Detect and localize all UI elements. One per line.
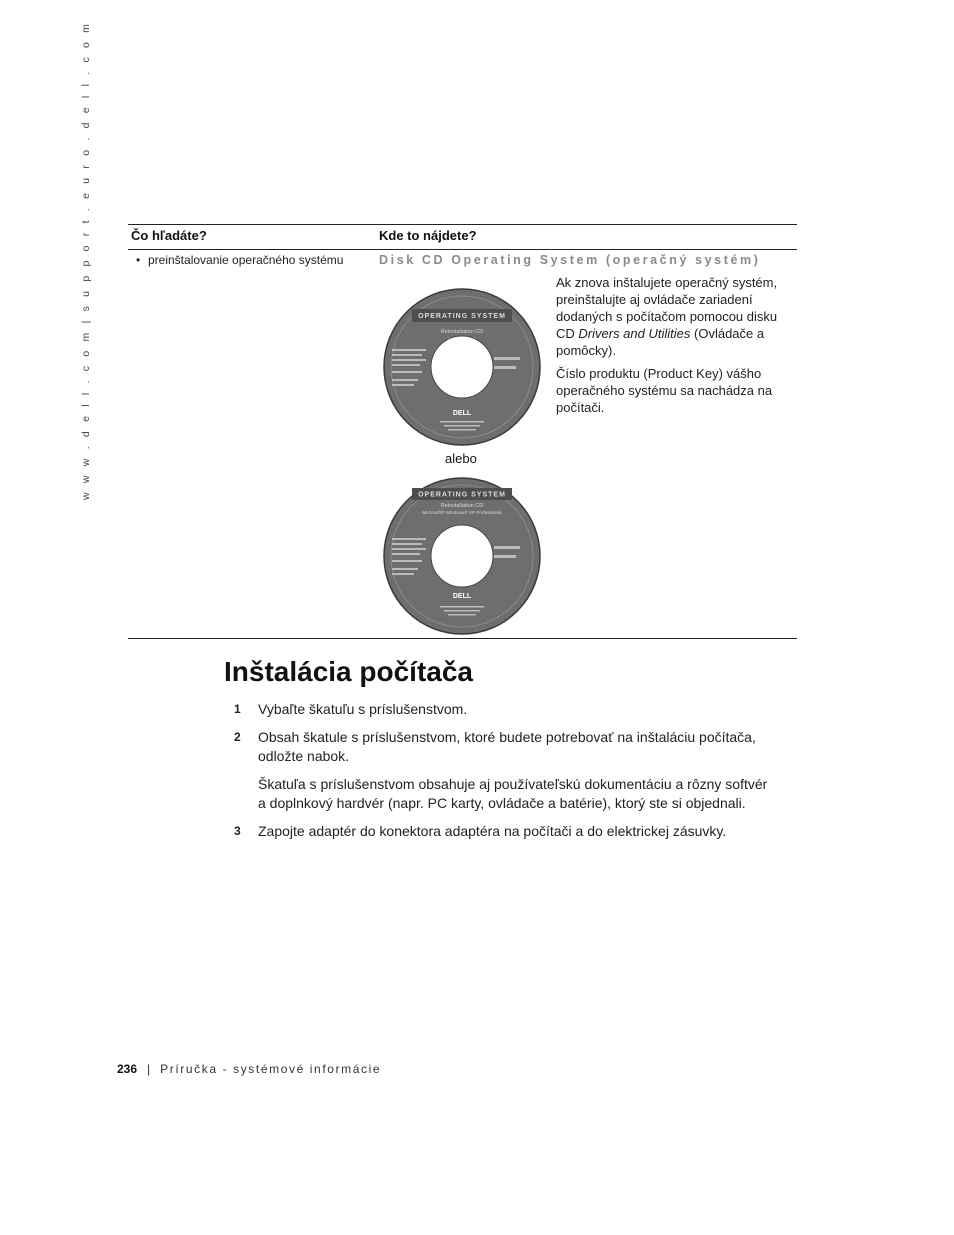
- disc2-banner: OPERATING SYSTEM: [418, 491, 506, 499]
- disc1-dell-logo: DELL: [452, 410, 472, 417]
- description-paragraph-2: Číslo produktu (Product Key) vášho operačného systému sa nachádza na počítači.: [556, 366, 773, 415]
- os-cd-image-1: [382, 287, 542, 447]
- table-row-item: [136, 253, 343, 267]
- disc1-banner: OPERATING SYSTEM: [418, 313, 506, 320]
- alebo-label: alebo: [445, 451, 477, 466]
- cd-title: Disk CD Operating System (operačný systém): [379, 253, 761, 267]
- disc1-line1: Reinstallation CD: [440, 329, 484, 335]
- footer-separator: |: [147, 1062, 151, 1076]
- disc2-line2: Microsoft® Windows® XP Professional: [422, 510, 502, 515]
- step-2-number: 2: [234, 730, 241, 744]
- disc2-dell-logo: DELL: [452, 593, 472, 600]
- footer-title: Príručka - systémové informácie: [160, 1062, 382, 1076]
- table-header-col1: Čo hľadáte?: [131, 228, 207, 243]
- description: [556, 274, 788, 416]
- step-3-text: Zapojte adaptér do konektora adaptéra na počítači a do elektrickej zásuvky.: [258, 823, 727, 839]
- section-title: Inštalácia počítača: [224, 656, 474, 687]
- description-paragraph-1: Ak znova inštalujete operačný systém, preinštalujte aj ovládače zariadení dodaných s počítačom pomocou disku CD Drivers and Utilities (Ovládače a pomôcky).: [556, 275, 778, 358]
- page-footer: [117, 1062, 381, 1076]
- disc2-line1: Reinstallation CD: [440, 503, 484, 509]
- bullet-icon: •: [136, 253, 141, 267]
- page-number: 236: [117, 1062, 138, 1076]
- table-header-rule: [128, 249, 797, 250]
- step-3: [232, 822, 777, 841]
- table-top-rule: [128, 224, 797, 225]
- step-1-number: 1: [234, 702, 241, 716]
- side-url: w w w . d e l l . c o m | s u p p o r t . e u r o . d e l l . c o m: [80, 20, 92, 500]
- step-2-text: Obsah škatule s príslušenstvom, ktoré budete potrebovať na inštaláciu počítača, odložte nabok.: [258, 729, 756, 764]
- step-1-text: Vybaľte škatuľu s príslušenstvom.: [258, 701, 468, 717]
- step-2-note: Škatuľa s príslušenstvom obsahuje aj používateľskú dokumentáciu a rôzny softvér a doplnkový hardvér (napr. PC karty, ovládače a batérie), ktorý ste si objednali.: [258, 776, 768, 811]
- step-1: [232, 700, 777, 719]
- step-3-number: 3: [234, 824, 241, 838]
- step-2: [232, 728, 777, 813]
- os-cd-image-2: [382, 476, 542, 636]
- table-header-col2: Kde to nájdete?: [379, 228, 477, 243]
- table-row-item-text: preinštalovanie operačného systému: [148, 253, 344, 267]
- table-bottom-rule: [128, 638, 797, 639]
